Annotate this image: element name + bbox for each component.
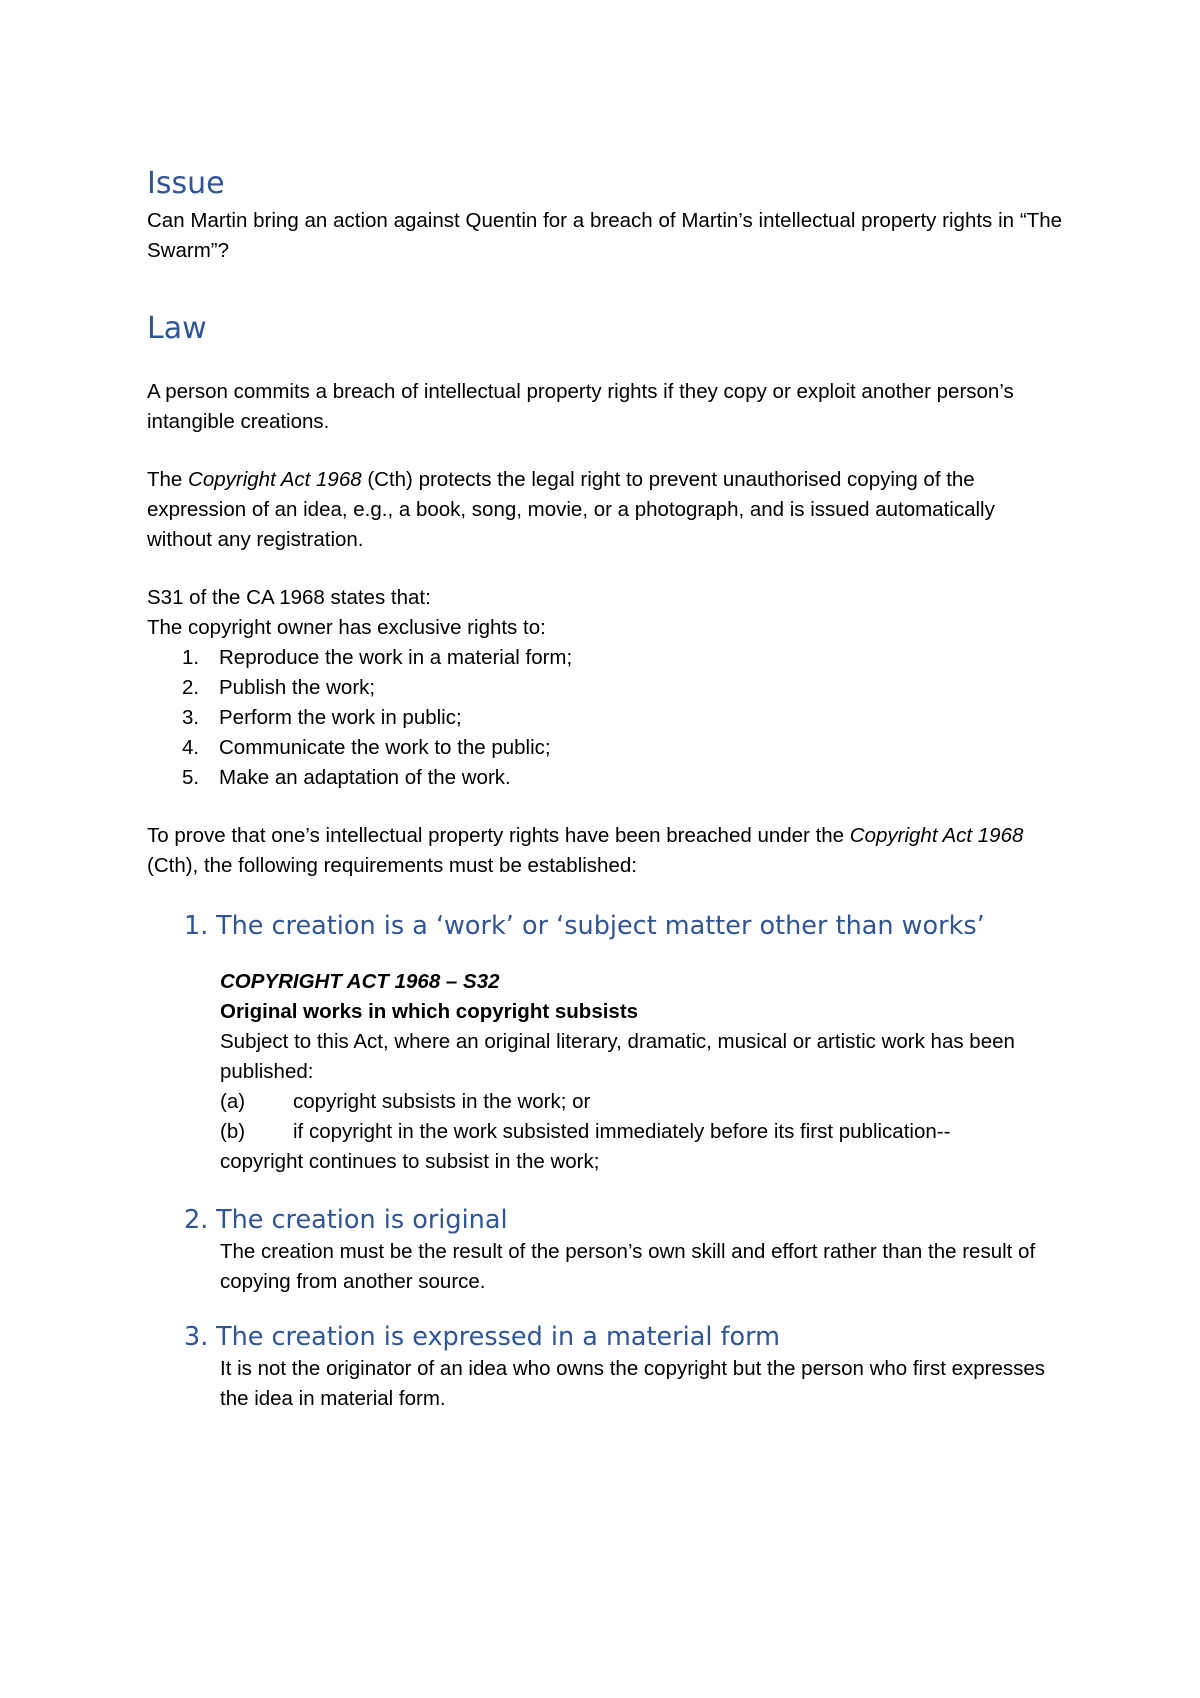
requirement-title: The creation is original: [216, 1204, 508, 1235]
section-para-a: [220, 1087, 1062, 1117]
list-item: [147, 733, 1062, 763]
requirement-2-body: [147, 1237, 1062, 1297]
list-text: Publish the work;: [219, 676, 376, 699]
list-text: Perform the work in public;: [219, 706, 462, 729]
list-number: 1.: [182, 646, 200, 669]
requirement-2-heading: [147, 1205, 1062, 1237]
list-text: Make an adaptation of the work.: [219, 766, 511, 789]
para-label: (a): [220, 1089, 246, 1113]
document-body: [147, 165, 1062, 1414]
list-item: [147, 703, 1062, 733]
law-paragraph-2: [147, 465, 1062, 555]
law-paragraph-2-pre: The: [147, 468, 189, 491]
requirement-title: The creation is a ‘work’ or ‘subject matter other than works’: [216, 911, 985, 941]
act-name: Copyright Act 1968: [849, 824, 1024, 847]
list-item: [147, 763, 1062, 793]
rights-intro: The copyright owner has exclusive rights to:: [147, 616, 546, 639]
list-number: 5.: [182, 766, 200, 789]
prove-post: (Cth), the following requirements must be established:: [147, 854, 637, 877]
list-text: Reproduce the work in a material form;: [219, 646, 573, 669]
requirement-1-body: [147, 967, 1062, 1177]
act-name: Copyright Act 1968: [188, 468, 362, 491]
list-number: 4.: [182, 736, 200, 759]
list-number: 3.: [182, 706, 200, 729]
rights-list: [147, 643, 1062, 793]
requirement-title: The creation is expressed in a material form: [216, 1321, 780, 1352]
law-heading: Law: [147, 310, 207, 346]
requirement-text: The creation must be the result of the person’s own skill and effort rather than the result of copying from another source.: [220, 1239, 1036, 1293]
list-item: [147, 643, 1062, 673]
prove-pre: To prove that one’s intellectual property rights have been breached under the: [147, 824, 850, 847]
law-paragraph-1: A person commits a breach of intellectual property rights if they copy or exploit another person’s intangible creations.: [147, 380, 1014, 433]
s31-intro: S31 of the CA 1968 states that:: [147, 586, 431, 609]
para-text: if copyright in the work subsisted immediately before its first publication--: [293, 1119, 951, 1143]
section-heading: Original works in which copyright subsists: [220, 999, 639, 1023]
section-para-b: [220, 1117, 1062, 1147]
requirement-number: 3.: [184, 1321, 209, 1352]
law-paragraph-2-post: (Cth) protects the legal right to prevent unauthorised copying of the expression of an idea, e.g., a book, song, movie, or a photograph, and is issued automatically without any registration.: [147, 468, 995, 551]
para-text: copyright subsists in the work; or: [293, 1089, 591, 1113]
issue-question: Can Martin bring an action against Quentin for a breach of Martin’s intellectual property rights in “The Swarm”?: [147, 208, 1062, 262]
list-item: [147, 673, 1062, 703]
act-section-title: COPYRIGHT ACT 1968 – S32: [220, 969, 500, 993]
list-text: Communicate the work to the public;: [219, 736, 551, 759]
requirement-3-heading: [147, 1322, 1062, 1354]
requirement-number: 2.: [184, 1204, 209, 1235]
requirement-text: It is not the originator of an idea who owns the copyright but the person who first expresses the idea in material form.: [220, 1356, 1046, 1410]
requirement-3-body: [147, 1354, 1062, 1414]
requirement-number: 1.: [184, 911, 209, 941]
section-tail: copyright continues to subsist in the work;: [220, 1149, 600, 1173]
requirement-1-heading: [147, 911, 1062, 943]
issue-heading: Issue: [147, 166, 225, 201]
list-number: 2.: [182, 676, 200, 699]
section-body: Subject to this Act, where an original literary, dramatic, musical or artistic work has been published:: [220, 1029, 1015, 1083]
prove-paragraph: [147, 821, 1062, 881]
para-label: (b): [220, 1119, 246, 1143]
